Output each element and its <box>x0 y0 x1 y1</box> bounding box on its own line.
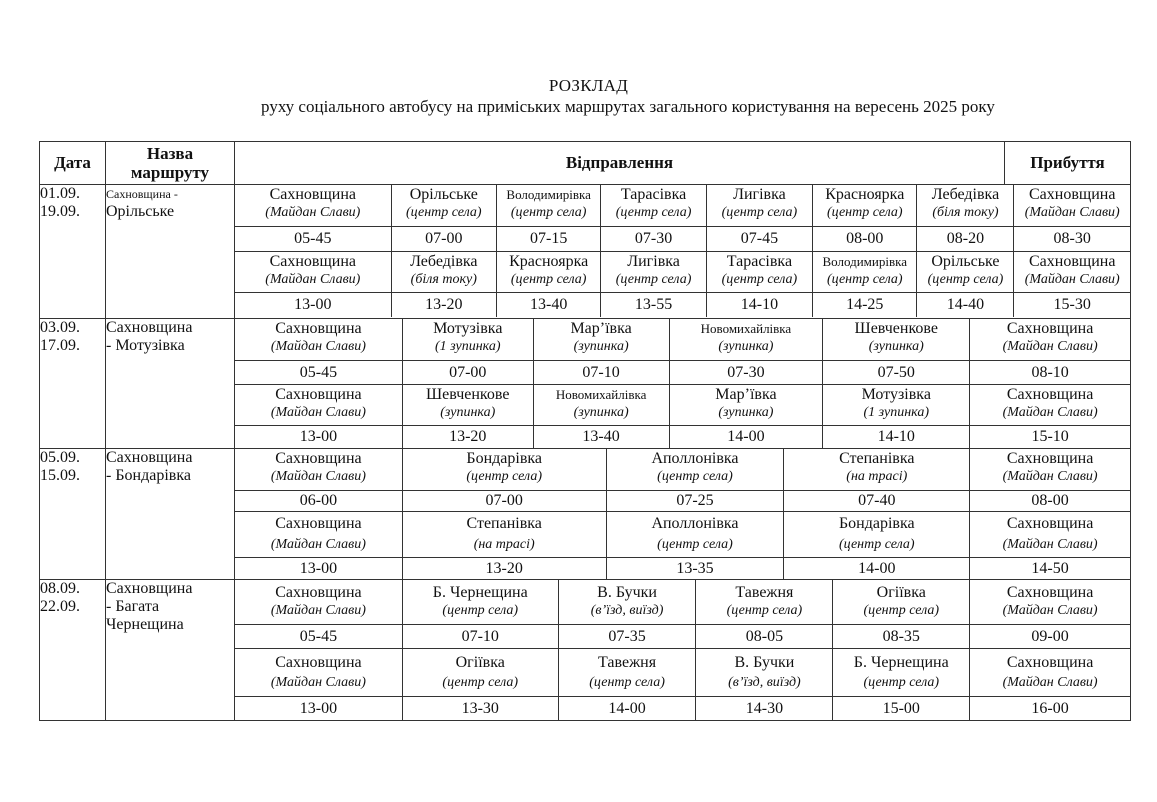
trip-stops-row <box>235 185 1130 227</box>
stop-name: Сахновщина <box>269 253 357 270</box>
stop-name: Тарасівка <box>726 253 793 270</box>
stop-cell <box>497 185 601 227</box>
stop-cell <box>497 252 601 293</box>
time-cell: 07-00 <box>403 491 607 512</box>
stop-name: В. Бучки <box>597 584 657 601</box>
stop-name: Сахновщина <box>1028 253 1116 270</box>
stop-cell <box>607 512 785 558</box>
trip-times-row <box>235 625 1130 649</box>
stop-cell <box>235 512 403 558</box>
stop-cell <box>559 580 697 625</box>
stop-note: (центр села) <box>826 205 903 220</box>
stop-cell <box>403 385 534 426</box>
route-dates <box>40 580 106 721</box>
time-cell: 07-00 <box>392 227 497 252</box>
stop-cell <box>833 649 970 697</box>
route-dates <box>40 449 106 580</box>
time-cell: 14-30 <box>696 697 833 720</box>
trip-stops-row <box>235 449 1130 491</box>
stop-cell <box>534 385 670 426</box>
time-cell: 07-40 <box>784 491 970 512</box>
stop-name: Новомихайлівка <box>555 387 647 402</box>
time-cell: 14-25 <box>813 293 917 317</box>
trip-times-row <box>235 491 1130 512</box>
stop-name: В. Бучки <box>734 654 795 671</box>
stop-note: (на трасі) <box>473 537 535 552</box>
stop-name: Шевченкове <box>426 386 510 403</box>
stop-name: Орільське <box>931 253 1000 270</box>
stop-name: Степанівка <box>839 450 915 467</box>
time-cell: 05-45 <box>235 625 403 649</box>
stop-cell <box>917 185 1014 227</box>
stop-name: Б. Чернещина <box>853 654 949 671</box>
stop-name: Тавежня <box>598 654 657 671</box>
stop-cell <box>823 319 970 361</box>
stop-name: Володимирівка <box>506 187 591 202</box>
route-name <box>106 580 235 721</box>
trip-stops-row <box>235 252 1130 293</box>
stop-name: Бондарівка <box>466 450 542 467</box>
stop-note: (зупинка) <box>868 339 924 354</box>
stop-name: Новомихайлівка <box>700 321 792 336</box>
route-row <box>40 580 1131 721</box>
stop-cell <box>235 319 403 361</box>
stop-note: (центр села) <box>721 272 798 287</box>
trip-stops-row <box>235 385 1130 426</box>
stop-cell <box>403 449 607 491</box>
stop-note: (центр села) <box>726 603 803 618</box>
trip-times-row <box>235 426 1130 448</box>
stop-note: (центр села) <box>442 675 519 690</box>
stop-cell <box>813 252 917 293</box>
stop-note: (центр села) <box>863 603 940 618</box>
time-cell: 13-00 <box>235 558 403 579</box>
trip-stops-row <box>235 319 1130 361</box>
stop-note: (центр села) <box>442 603 519 618</box>
time-cell: 08-20 <box>917 227 1014 252</box>
stop-name: Сахновщина <box>1006 386 1094 403</box>
stop-cell <box>601 185 706 227</box>
stop-note: (центр села) <box>721 205 798 220</box>
time-cell: 05-45 <box>235 227 392 252</box>
stop-note: (Майдан Слави) <box>265 205 361 220</box>
stop-note: (Майдан Слави) <box>1024 205 1120 220</box>
date-1: 08.09. <box>40 580 80 597</box>
stop-note: (Майдан Слави) <box>1002 339 1098 354</box>
stop-cell <box>235 449 403 491</box>
stop-note: (центр села) <box>863 675 940 690</box>
stop-name: Сахновщина <box>275 515 362 532</box>
trip-stops-row <box>235 580 1130 625</box>
stop-note: (зупинка) <box>440 405 496 420</box>
time-cell: 07-25 <box>607 491 785 512</box>
route-trips <box>235 185 1131 319</box>
stop-note: (центр села) <box>657 537 733 552</box>
header-route: Назва маршруту <box>106 142 235 185</box>
stop-cell <box>1014 252 1130 293</box>
date-1: 05.09. <box>40 449 80 466</box>
document-title: РОЗКЛАД <box>548 76 629 95</box>
stop-name: Мотузівка <box>861 386 931 403</box>
time-cell: 13-55 <box>601 293 706 317</box>
stop-note: (1 зупинка) <box>863 405 930 420</box>
stop-note: (біля току) <box>932 205 999 220</box>
trip-stops-row <box>235 649 1130 697</box>
trip-times-row <box>235 697 1130 720</box>
stop-cell <box>235 385 403 426</box>
time-cell: 08-35 <box>833 625 970 649</box>
stop-cell <box>970 580 1130 625</box>
stop-cell <box>235 649 403 697</box>
stop-cell <box>696 649 833 697</box>
stop-cell <box>784 449 970 491</box>
stop-name: Сахновщина <box>275 320 362 337</box>
stop-note: (центр села) <box>657 469 733 484</box>
stop-name: Сахновщина <box>1028 186 1116 203</box>
stop-cell <box>784 512 970 558</box>
stop-name: Аполлонівка <box>651 515 739 532</box>
time-cell: 07-50 <box>823 361 970 385</box>
time-cell: 07-10 <box>403 625 559 649</box>
route-name-line: - Багата <box>106 598 160 615</box>
stop-note: (центр села) <box>826 272 903 287</box>
route-name-line: Чернещина <box>106 616 184 633</box>
time-cell: 13-20 <box>392 293 497 317</box>
route-trips <box>235 319 1131 449</box>
trip-times-row <box>235 361 1130 385</box>
route-dates <box>40 185 106 319</box>
stop-cell <box>392 252 497 293</box>
route-name-line: Сахновщина <box>106 580 193 597</box>
stop-cell <box>403 580 559 625</box>
stop-name: Красноярка <box>825 186 905 203</box>
stop-cell <box>601 252 706 293</box>
time-cell: 08-00 <box>813 227 917 252</box>
stop-note: (центр села) <box>589 675 665 690</box>
stop-cell <box>670 385 824 426</box>
document-subtitle: руху соціального автобусу на приміських маршрутах загального користування на вересень 2025 року <box>261 97 995 116</box>
route-name <box>106 185 235 319</box>
date-2: 19.09. <box>40 203 80 220</box>
time-cell: 07-30 <box>601 227 706 252</box>
stop-cell <box>403 512 607 558</box>
stop-note: (зупинка) <box>573 405 629 420</box>
stop-name: Орільське <box>409 186 478 203</box>
trip-times-row <box>235 227 1130 252</box>
time-cell: 14-00 <box>559 697 697 720</box>
stop-note: (на трасі) <box>846 469 908 484</box>
stop-cell <box>970 512 1130 558</box>
time-cell: 06-00 <box>235 491 403 512</box>
time-cell: 13-20 <box>403 426 534 448</box>
stop-cell <box>403 319 534 361</box>
date-2: 17.09. <box>40 337 80 354</box>
stop-name: Мотузівка <box>433 320 503 337</box>
header-date: Дата <box>40 142 106 185</box>
stop-note: (Майдан Слави) <box>1002 675 1098 690</box>
stop-note: (в’їзд, виїзд) <box>590 603 664 618</box>
route-name-line: Сахновщина - <box>106 187 178 201</box>
stop-name: Шевченкове <box>854 320 938 337</box>
time-cell: 13-00 <box>235 697 403 720</box>
stop-cell <box>833 580 970 625</box>
time-cell: 14-40 <box>917 293 1014 317</box>
route-name-line: Сахновщина <box>106 319 193 336</box>
stop-note: (1 зупинка) <box>434 339 501 354</box>
time-cell: 07-35 <box>559 625 697 649</box>
stop-note: (центр села) <box>510 272 587 287</box>
stop-name: Мар’ївка <box>570 320 632 337</box>
time-cell: 15-10 <box>1031 428 1069 445</box>
stop-note: (Майдан Слави) <box>270 405 366 420</box>
route-dates <box>40 319 106 449</box>
stop-name: Тавежня <box>735 584 794 601</box>
time-cell: 14-50 <box>1031 560 1069 577</box>
stop-cell <box>559 649 697 697</box>
stop-note: (Майдан Слави) <box>270 339 366 354</box>
route-name-line: - Бондарівка <box>106 467 191 484</box>
stop-cell <box>1014 185 1130 227</box>
date-1: 03.09. <box>40 319 80 336</box>
route-name <box>106 319 235 449</box>
time-cell: 13-00 <box>235 426 403 448</box>
time-cell: 13-40 <box>497 293 601 317</box>
time-cell: 07-15 <box>497 227 601 252</box>
stop-name: Сахновщина <box>275 654 362 671</box>
header-row <box>40 142 1131 185</box>
route-trips <box>235 580 1131 721</box>
route-name-line: Сахновщина <box>106 449 193 466</box>
stop-note: (в’їзд, виїзд) <box>728 675 801 690</box>
time-cell: 15-30 <box>1053 296 1091 313</box>
time-cell: 08-10 <box>970 361 1130 385</box>
stop-note: (Майдан Слави) <box>270 675 366 690</box>
stop-name: Мар’ївка <box>715 386 777 403</box>
stop-cell <box>403 649 559 697</box>
stop-name: Бондарівка <box>838 515 915 532</box>
stop-cell <box>607 449 785 491</box>
time-cell: 08-00 <box>970 491 1130 512</box>
stop-name: Сахновщина <box>1006 584 1094 601</box>
date-1: 01.09. <box>40 185 80 202</box>
time-cell: 05-45 <box>235 361 403 385</box>
stop-name: Огіївка <box>876 584 926 601</box>
stop-name: Тарасівка <box>620 186 687 203</box>
stop-name: Огіївка <box>455 654 505 671</box>
stop-note: (Майдан Слави) <box>1002 537 1098 552</box>
trip-stops-row <box>235 512 1130 558</box>
time-cell: 08-05 <box>696 625 833 649</box>
stop-name: Сахновщина <box>275 386 362 403</box>
stop-cell <box>970 385 1130 426</box>
time-cell: 16-00 <box>1031 700 1069 717</box>
stop-cell <box>970 649 1130 697</box>
date-2: 15.09. <box>40 467 80 484</box>
route-name <box>106 449 235 580</box>
stop-name: Б. Чернещина <box>432 584 528 601</box>
stop-note: (зупинка) <box>718 405 774 420</box>
time-cell: 13-00 <box>235 293 392 317</box>
stop-note: (центр села) <box>615 272 692 287</box>
time-cell: 14-10 <box>823 426 970 448</box>
time-cell: 07-00 <box>403 361 534 385</box>
stop-note: (центр села) <box>510 205 587 220</box>
stop-cell <box>235 580 403 625</box>
stop-name: Сахновщина <box>1006 515 1094 532</box>
stop-name: Лебедівка <box>410 253 478 270</box>
trip-times-row <box>235 293 1130 317</box>
route-name-line: - Мотузівка <box>106 337 185 354</box>
stop-name: Степанівка <box>466 515 542 532</box>
route-trips <box>235 449 1131 580</box>
date-2: 22.09. <box>40 598 80 615</box>
stop-note: (Майдан Слави) <box>270 537 366 552</box>
time-cell: 14-00 <box>784 558 970 579</box>
time-cell: 14-00 <box>670 426 824 448</box>
time-cell: 07-45 <box>707 227 813 252</box>
route-name-line: Орільське <box>106 203 175 220</box>
header-arrival: Прибуття <box>1005 142 1131 185</box>
stop-note: (Майдан Слави) <box>265 272 361 287</box>
stop-cell <box>970 319 1130 361</box>
time-cell: 14-10 <box>707 293 813 317</box>
stop-cell <box>392 185 497 227</box>
route-row <box>40 185 1131 319</box>
stop-cell <box>670 319 824 361</box>
stop-name: Сахновщина <box>269 186 357 203</box>
stop-name: Лигівка <box>627 253 680 270</box>
stop-name: Красноярка <box>509 253 589 270</box>
stop-note: (Майдан Слави) <box>1024 272 1120 287</box>
stop-note: (Майдан Слави) <box>1002 405 1098 420</box>
schedule-table <box>39 141 1131 721</box>
stop-cell <box>813 185 917 227</box>
stop-note: (центр села) <box>615 205 692 220</box>
stop-cell <box>696 580 833 625</box>
stop-note: (центр села) <box>927 272 1004 287</box>
stop-name: Аполлонівка <box>651 450 739 467</box>
stop-note: (зупинка) <box>573 339 629 354</box>
stop-cell <box>707 252 813 293</box>
stop-note: (біля току) <box>410 272 477 287</box>
time-cell: 13-30 <box>403 697 559 720</box>
stop-name: Сахновщина <box>275 450 362 467</box>
route-row <box>40 449 1131 580</box>
time-cell: 09-00 <box>970 625 1130 649</box>
stop-name: Сахновщина <box>1006 450 1094 467</box>
time-cell: 08-30 <box>1014 227 1130 252</box>
stop-name: Сахновщина <box>275 584 362 601</box>
stop-note: (зупинка) <box>718 339 774 354</box>
stop-note: (Майдан Слави) <box>1002 603 1098 618</box>
stop-note: (Майдан Слави) <box>270 469 366 484</box>
stop-cell <box>970 449 1130 491</box>
stop-name: Лигівка <box>733 186 786 203</box>
header-departure: Відправлення <box>235 142 1005 185</box>
stop-note: (центр села) <box>405 205 482 220</box>
stop-note: (Майдан Слави) <box>270 603 366 618</box>
stop-cell <box>235 185 392 227</box>
stop-note: (Майдан Слави) <box>1002 469 1098 484</box>
time-cell: 07-10 <box>534 361 670 385</box>
stop-cell <box>235 252 392 293</box>
stop-name: Лебедівка <box>931 186 1000 203</box>
stop-cell <box>823 385 970 426</box>
stop-name: Сахновщина <box>1006 320 1094 337</box>
time-cell: 13-20 <box>403 558 607 579</box>
time-cell: 13-35 <box>607 558 785 579</box>
stop-name: Сахновщина <box>1006 654 1094 671</box>
time-cell: 15-00 <box>833 697 970 720</box>
time-cell: 07-30 <box>670 361 824 385</box>
stop-name: Володимирівка <box>822 254 908 269</box>
stop-cell <box>534 319 670 361</box>
stop-cell <box>707 185 813 227</box>
route-row <box>40 319 1131 449</box>
stop-cell <box>917 252 1014 293</box>
trip-times-row <box>235 558 1130 579</box>
stop-note: (центр села) <box>838 537 915 552</box>
time-cell: 13-40 <box>534 426 670 448</box>
stop-note: (центр села) <box>466 469 542 484</box>
